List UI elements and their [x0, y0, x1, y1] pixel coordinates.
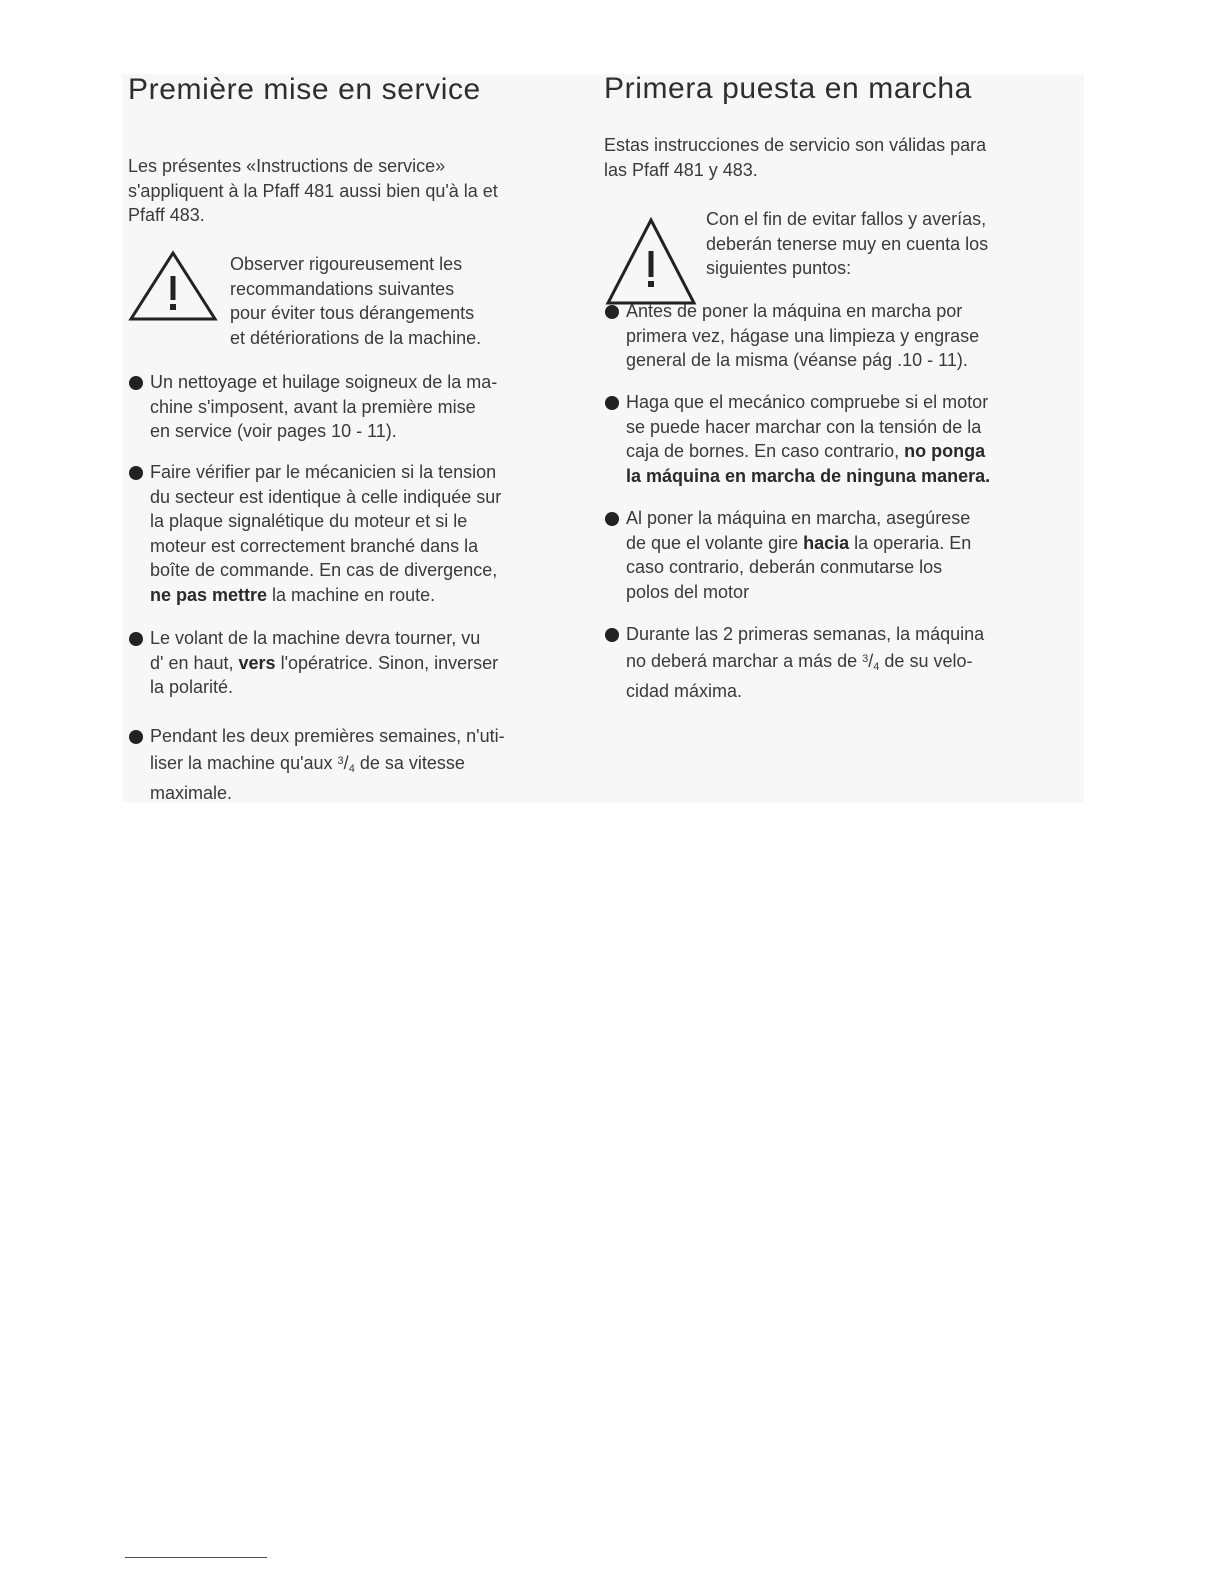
list-item: Haga que el mecánico compruebe si el motor se puede hacer marchar con la tensión de la caja de bornes. En caso contrario, no ponga la máquina en marcha de ninguna manera. — [604, 390, 1054, 488]
french-warning-line: Observer rigoureusement les — [230, 254, 463, 274]
emphasis-text: hacia — [803, 532, 850, 553]
fraction-three-quarters: $^3/_4$ — [862, 650, 880, 673]
list-item: Al poner la máquina en marcha, asegúrese de que el volante gire hacia la operaria. En caso contrario, deberán conmutarse los polos del motor — [604, 506, 1054, 604]
list-item: Antes de poner la máquina en marcha por primera vez, hágase una limpieza y engrase general de la misma (véanse pág .10 - 11). — [604, 299, 1054, 373]
spanish-warning-line: siguientes puntos: — [706, 258, 852, 278]
spanish-bullet-list — [604, 506, 1054, 604]
spanish-bullet-list — [604, 299, 1054, 373]
bullet-dot-icon — [605, 512, 619, 526]
emphasis-text: no ponga — [904, 441, 986, 461]
french-bullet-list — [128, 724, 568, 806]
french-bullet-list — [128, 370, 568, 444]
french-intro-line: Pfaff 483. — [128, 205, 205, 225]
list-item: Durante las 2 primeras semanas, la máquina no deberá marchar a más de $^3/_4$ de su velo- cidad máxima. — [604, 622, 1054, 704]
bullet-dot-icon — [129, 376, 143, 390]
french-intro — [128, 154, 568, 228]
spanish-bullet-list — [604, 390, 1054, 488]
bullet-dot-icon — [605, 396, 619, 410]
french-intro-line: s'appliquent à la Pfaff 481 aussi bien qu'à la et — [128, 180, 498, 201]
french-warning-line: pour éviter tous dérangements — [230, 303, 475, 323]
list-item: Un nettoyage et huilage soigneux de la ma- chine s'imposent, avant la première mise en service (voir pages 10 - 11). — [128, 370, 568, 444]
spanish-intro-line: las Pfaff 481 y 483. — [604, 159, 758, 180]
bullet-dot-icon — [605, 628, 619, 642]
spanish-warning-line: Con el fin de evitar fallos y averías, — [706, 209, 987, 229]
list-item: Pendant les deux premières semaines, n'uti- liser la machine qu'aux $^3/_4$ de sa vitesse maximale. — [128, 724, 568, 806]
warning-triangle-icon — [604, 217, 698, 307]
bullet-dot-icon — [129, 632, 143, 646]
french-bullet-list — [128, 460, 568, 607]
footer-rule — [125, 1557, 267, 1558]
spanish-intro — [604, 133, 1054, 182]
list-item: Faire vérifier par le mécanicien si la tension du secteur est identique à celle indiquée sur la plaque signalétique du moteur et si le moteur est correctement branché dans la boîte de commande. En cas de divergence, ne pas mettre la machine en route. — [128, 460, 568, 607]
emphasis-text: ne pas mettre — [150, 584, 268, 605]
spanish-title: Primera puesta en marcha — [604, 72, 972, 105]
bullet-dot-icon — [129, 730, 143, 744]
spanish-bullet-list — [604, 622, 1054, 704]
french-warning-line: recommandations suivantes — [230, 278, 455, 299]
fraction-three-quarters: $^3/_4$ — [337, 752, 355, 775]
bullet-dot-icon — [605, 305, 619, 319]
list-item: Le volant de la machine devra tourner, vu d' en haut, vers l'opératrice. Sinon, inverser la polarité. — [128, 626, 568, 700]
emphasis-text: vers — [238, 652, 276, 673]
spanish-intro-line: Estas instrucciones de servicio son válidas para — [604, 135, 987, 155]
warning-triangle-icon — [128, 250, 218, 322]
french-bullet-list — [128, 626, 568, 700]
french-title: Première mise en service — [128, 73, 481, 106]
french-intro-line: Les présentes «Instructions de service» — [128, 156, 446, 176]
emphasis-text: la máquina en marcha de ninguna manera. — [626, 465, 991, 486]
spanish-warning-line: deberán tenerse muy en cuenta los — [706, 233, 989, 254]
french-warning — [128, 252, 568, 352]
spanish-warning — [604, 207, 1054, 297]
bullet-dot-icon — [129, 466, 143, 480]
french-warning-line: et détériorations de la machine. — [230, 327, 482, 348]
